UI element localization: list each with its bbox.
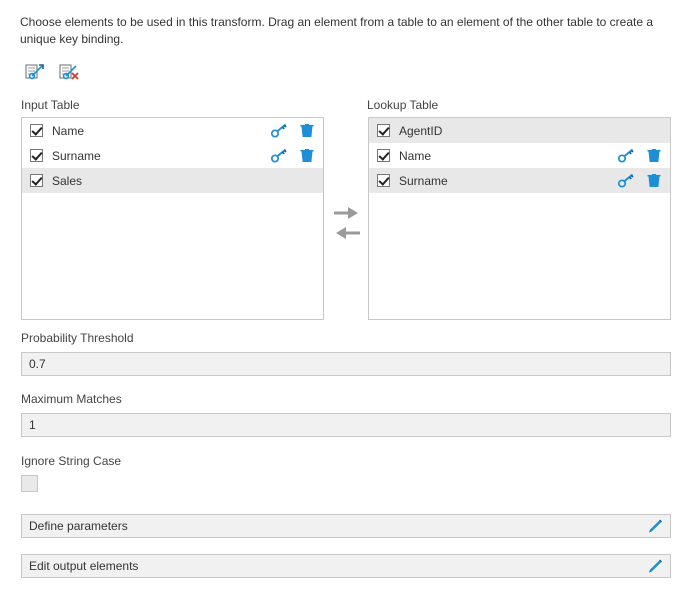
list-item[interactable]	[22, 118, 323, 143]
key-binding-icon[interactable]	[271, 122, 288, 139]
define-parameters-button[interactable]	[21, 514, 671, 538]
probability-threshold-label: Probability Threshold	[21, 331, 134, 345]
lookup-table-label: Lookup Table	[367, 98, 439, 112]
list-item-label: Name	[399, 148, 432, 163]
list-item[interactable]	[369, 168, 670, 193]
add-key-binding-icon[interactable]	[22, 60, 48, 84]
list-item-label: Surname	[399, 173, 448, 188]
define-parameters-label: Define parameters	[29, 519, 128, 533]
edit-output-elements-label: Edit output elements	[29, 559, 139, 573]
row-icons	[271, 147, 317, 164]
instructions-text: Choose elements to be used in this transform. Drag an element from a table to an element of the other table to create a unique key binding.	[20, 15, 654, 46]
key-binding-icon[interactable]	[618, 172, 635, 189]
delete-icon[interactable]	[645, 172, 662, 189]
edit-pencil-icon[interactable]	[648, 558, 664, 574]
toolbar	[22, 60, 82, 84]
maximum-matches-input[interactable]: 1	[21, 413, 671, 437]
key-binding-icon[interactable]	[618, 147, 635, 164]
list-item[interactable]	[22, 168, 323, 193]
move-left-arrow-icon[interactable]	[332, 225, 362, 241]
list-item[interactable]	[369, 118, 670, 143]
transfer-arrows	[332, 205, 362, 247]
list-item[interactable]	[369, 143, 670, 168]
list-item-label: AgentID	[399, 123, 443, 138]
delete-icon[interactable]	[298, 147, 315, 164]
row-checkbox[interactable]	[377, 124, 390, 137]
row-checkbox[interactable]	[377, 174, 390, 187]
ignore-string-case-checkbox[interactable]	[21, 475, 38, 492]
move-right-arrow-icon[interactable]	[332, 205, 362, 221]
list-item-label: Sales	[52, 173, 83, 188]
edit-pencil-icon[interactable]	[648, 518, 664, 534]
delete-icon[interactable]	[645, 147, 662, 164]
delete-icon[interactable]	[298, 122, 315, 139]
row-icons	[618, 172, 664, 189]
lookup-table-list[interactable]	[368, 117, 671, 320]
list-item[interactable]	[22, 143, 323, 168]
list-item-label: Surname	[52, 148, 101, 163]
row-checkbox[interactable]	[377, 149, 390, 162]
row-icons	[618, 147, 664, 164]
probability-threshold-input[interactable]: 0.7	[21, 352, 671, 376]
key-binding-icon[interactable]	[271, 147, 288, 164]
row-icons	[271, 122, 317, 139]
edit-output-elements-button[interactable]	[21, 554, 671, 578]
input-table-label: Input Table	[21, 98, 80, 112]
row-checkbox[interactable]	[30, 149, 43, 162]
row-checkbox[interactable]	[30, 124, 43, 137]
input-table-list[interactable]	[21, 117, 324, 320]
list-item-label: Name	[52, 123, 85, 138]
ignore-string-case-label: Ignore String Case	[21, 454, 122, 468]
delete-key-binding-icon[interactable]	[56, 60, 82, 84]
row-checkbox[interactable]	[30, 174, 43, 187]
maximum-matches-label: Maximum Matches	[21, 392, 122, 406]
